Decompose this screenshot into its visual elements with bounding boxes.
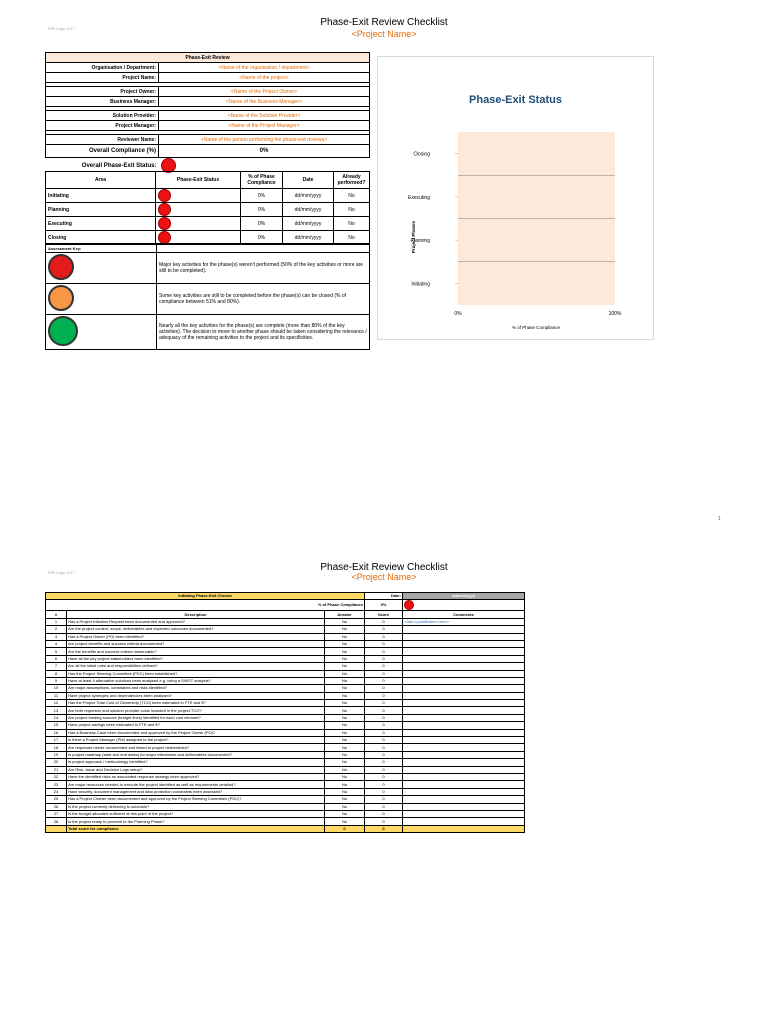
row-description: Are requestor needs documented and linked to project deliverables?: [67, 744, 325, 751]
checklist-row: [46, 655, 525, 662]
row-comment[interactable]: [403, 803, 525, 810]
row-answer[interactable]: No: [325, 818, 365, 825]
green-status-icon: [48, 316, 78, 346]
row-number: 24: [46, 788, 67, 795]
row-number: 7: [46, 663, 67, 670]
row-description: Is project approach / methodology identified?: [67, 759, 325, 766]
row-score: 0: [365, 773, 403, 780]
checklist-row: [46, 618, 525, 625]
row-number: 5: [46, 648, 67, 655]
column-header: % of Phase Compliance: [241, 172, 283, 189]
y-tick-label: Planning: [410, 238, 430, 245]
phase-status-table: [45, 171, 370, 245]
row-comment[interactable]: <Add a justification here>: [403, 618, 525, 625]
company-logo-text: PMI Logo 2017: [48, 570, 76, 575]
total-score: 0: [365, 825, 403, 832]
column-header: Description: [67, 611, 325, 618]
row-score: 0: [365, 796, 403, 803]
row-number: 4: [46, 640, 67, 647]
row-answer[interactable]: No: [325, 781, 365, 788]
row-description: Have security, document management and data protection constraints been assessed?: [67, 788, 325, 795]
row-description: Are both requestor and solution provider costs included in the project TCO?: [67, 707, 325, 714]
row-score: 0: [365, 788, 403, 795]
row-number: 13: [46, 707, 67, 714]
phase-area: Initiating: [46, 189, 156, 203]
summary-value[interactable]: <Name of the Solution Provider>: [159, 111, 370, 121]
column-header: Area: [46, 172, 156, 189]
checklist-row: [46, 796, 525, 803]
initiating-checks-table: [45, 592, 525, 833]
phase-pct: 0%: [241, 231, 283, 245]
checklist-row: [46, 759, 525, 766]
row-score: 0: [365, 722, 403, 729]
row-number: 23: [46, 781, 67, 788]
phase-performed[interactable]: No: [334, 203, 370, 217]
summary-label: Project Owner:: [46, 87, 159, 97]
checklist-row: [46, 773, 525, 780]
column-header: Phase-Exit Status: [156, 172, 241, 189]
row-comment[interactable]: [403, 751, 525, 758]
row-answer[interactable]: No: [325, 803, 365, 810]
checklist-row: [46, 714, 525, 721]
y-tick-label: Executing: [408, 194, 430, 201]
row-description: Are Risk, Issue and Decision Logs setup?: [67, 766, 325, 773]
x-axis-label: % of Phase Compliance: [511, 325, 561, 330]
checklist-row: [46, 663, 525, 670]
row-comment[interactable]: [403, 722, 525, 729]
checklist-row: [46, 788, 525, 795]
row-number: 18: [46, 744, 67, 751]
summary-label: Solution Provider:: [46, 111, 159, 121]
row-comment[interactable]: [403, 633, 525, 640]
checklist-row: [46, 737, 525, 744]
row-comment[interactable]: [403, 640, 525, 647]
row-number: 15: [46, 722, 67, 729]
row-score: 0: [365, 766, 403, 773]
row-description: Has a Project Charter been documented and approved by the Project Steering Committee (PSC)?: [67, 796, 325, 803]
row-number: 16: [46, 729, 67, 736]
row-description: Have at least 4 alternative solutions been analysed e.g. using a SWOT analysis?: [67, 677, 325, 684]
status-indicator-icon: [158, 217, 171, 230]
phase-exit-status-chart: [377, 56, 654, 340]
row-comment[interactable]: [403, 788, 525, 795]
row-number: 28: [46, 818, 67, 825]
row-description: Are major resources needed to execute the project identified as well as requirements detailed?: [67, 781, 325, 788]
row-description: Is project roadmap (start and end dates) for major milestones and deliverables documented?: [67, 751, 325, 758]
assessment-key-table: [45, 243, 370, 350]
checklist-row: [46, 700, 525, 707]
row-comment[interactable]: [403, 744, 525, 751]
checklist-row: [46, 766, 525, 773]
row-description: Have project savings been estimated in FTE and €?: [67, 722, 325, 729]
row-number: 1: [46, 618, 67, 625]
row-number: 26: [46, 803, 67, 810]
row-answer[interactable]: No: [325, 796, 365, 803]
row-description: Is the project ready to proceed to the Planning Phase?: [67, 818, 325, 825]
row-description: Are project funding sources (budget lines) identified for each cost element?: [67, 714, 325, 721]
row-number: 10: [46, 685, 67, 692]
row-score: 0: [365, 648, 403, 655]
total-label: Total score for compliance: [67, 825, 325, 832]
row-comment[interactable]: [403, 810, 525, 817]
row-number: 27: [46, 810, 67, 817]
project-name-subtitle: <Project Name>: [351, 572, 417, 582]
overall-compliance-label: Overall Compliance (%): [46, 145, 159, 158]
phase-status-indicator-icon: [404, 600, 414, 610]
assessment-key-title: Assessment Key:: [46, 244, 157, 253]
checklist-row: [46, 640, 525, 647]
row-score: 0: [365, 663, 403, 670]
row-number: 14: [46, 714, 67, 721]
checks-header-title: Initiating Phase-Exit Checks: [46, 593, 365, 600]
red-status-icon: [48, 254, 74, 280]
checklist-row: [46, 751, 525, 758]
key-description: Major key activities for the phase(s) weren't performed (50% of the key activities or more are still to be completed).: [157, 253, 370, 284]
row-description: Are project benefits and success criteria documented?: [67, 640, 325, 647]
phase-date[interactable]: dd/mm/yyyy: [283, 203, 334, 217]
row-description: Are all the initial roles and responsibilities defined?: [67, 663, 325, 670]
checklist-row: [46, 818, 525, 825]
row-score: 0: [365, 744, 403, 751]
row-answer[interactable]: No: [325, 648, 365, 655]
summary-label: Project Name:: [46, 73, 159, 83]
row-answer[interactable]: No: [325, 773, 365, 780]
row-answer[interactable]: No: [325, 707, 365, 714]
phase-date[interactable]: dd/mm/yyyy: [283, 231, 334, 245]
row-comment[interactable]: [403, 685, 525, 692]
row-answer[interactable]: No: [325, 692, 365, 699]
key-description: Some key activities are still to be completed before the phase(s) can be closed (% of compliance between 51% and 80%).: [157, 284, 370, 315]
row-answer[interactable]: No: [325, 633, 365, 640]
summary-value[interactable]: <Name of the project>: [159, 73, 370, 83]
checklist-row: [46, 648, 525, 655]
phase-area: Executing: [46, 217, 156, 231]
row-score: 0: [365, 618, 403, 625]
row-comment[interactable]: [403, 655, 525, 662]
row-score: 0: [365, 633, 403, 640]
page-title: Phase-Exit Review Checklist: [320, 562, 448, 573]
y-tick-label: Initiating: [411, 281, 430, 288]
phase-pct: 0%: [241, 217, 283, 231]
row-number: 20: [46, 759, 67, 766]
row-score: 0: [365, 626, 403, 633]
row-score: 0: [365, 700, 403, 707]
overall-compliance-value: 0%: [159, 145, 370, 158]
row-comment[interactable]: [403, 648, 525, 655]
row-score: 0: [365, 759, 403, 766]
row-comment[interactable]: [403, 773, 525, 780]
status-indicator-icon: [158, 189, 171, 202]
checklist-row: [46, 744, 525, 751]
row-answer[interactable]: No: [325, 640, 365, 647]
row-score: 0: [365, 810, 403, 817]
row-answer[interactable]: No: [325, 655, 365, 662]
row-comment[interactable]: [403, 670, 525, 677]
row-score: 0: [365, 714, 403, 721]
checklist-row: [46, 633, 525, 640]
checklist-row: [46, 692, 525, 699]
row-comment[interactable]: [403, 759, 525, 766]
row-score: 0: [365, 655, 403, 662]
column-header: #: [46, 611, 67, 618]
row-score: 0: [365, 781, 403, 788]
status-indicator-icon: [158, 203, 171, 216]
row-number: 9: [46, 677, 67, 684]
project-name-subtitle: <Project Name>: [351, 29, 417, 39]
compliance-label: % of Phase Compliance: [46, 600, 365, 611]
row-answer[interactable]: No: [325, 700, 365, 707]
row-comment[interactable]: [403, 729, 525, 736]
checklist-row: [46, 729, 525, 736]
row-answer[interactable]: No: [325, 677, 365, 684]
row-description: Is there a Project Manager (PM) assigned to the project?: [67, 737, 325, 744]
row-description: Has a Project Initiation Request been documented and approved?: [67, 618, 325, 625]
row-score: 0: [365, 692, 403, 699]
phase-pct: 0%: [241, 203, 283, 217]
row-score: 0: [365, 751, 403, 758]
row-description: Are the benefits and success criteria measurable?: [67, 648, 325, 655]
row-score: 0: [365, 685, 403, 692]
summary-value[interactable]: <Name of the Business Manager>: [159, 97, 370, 107]
phase-row: [46, 217, 370, 231]
row-answer[interactable]: No: [325, 766, 365, 773]
column-header: Already performed?: [334, 172, 370, 189]
phase-row: [46, 189, 370, 203]
page-title: Phase-Exit Review Checklist: [320, 17, 448, 28]
y-tick-label: Closing: [413, 151, 430, 158]
row-answer[interactable]: No: [325, 744, 365, 751]
phase-area: Closing: [46, 231, 156, 245]
row-score: 0: [365, 640, 403, 647]
row-answer[interactable]: No: [325, 685, 365, 692]
overall-status-label: Overall Phase-Exit Status:: [81, 162, 157, 169]
row-description: Has the Project Total Cost of Ownership (TCO) been estimated in FTE and €?: [67, 700, 325, 707]
x-tick-label: 100%: [608, 311, 622, 317]
chart-svg: [378, 57, 653, 339]
checklist-row: [46, 670, 525, 677]
summary-label: Business Manager:: [46, 97, 159, 107]
summary-label: Organisation / Department:: [46, 63, 159, 73]
column-header: Score: [365, 611, 403, 618]
row-comment[interactable]: [403, 626, 525, 633]
row-description: Have all the key project stakeholders been identified?: [67, 655, 325, 662]
row-score: 0: [365, 737, 403, 744]
row-comment[interactable]: [403, 714, 525, 721]
row-comment[interactable]: [403, 818, 525, 825]
row-number: 8: [46, 670, 67, 677]
row-score: 0: [365, 677, 403, 684]
row-number: 17: [46, 737, 67, 744]
checklist-row: [46, 707, 525, 714]
summary-value[interactable]: <Name of the organisation / department>: [159, 63, 370, 73]
row-answer[interactable]: No: [325, 618, 365, 625]
total-answer: 0: [325, 825, 365, 832]
row-description: Is the budget allocated sufficient at this point of the project?: [67, 810, 325, 817]
row-comment[interactable]: [403, 692, 525, 699]
row-description: Has the Project Steering Committee (PSC) been established?: [67, 670, 325, 677]
row-comment[interactable]: [403, 700, 525, 707]
row-comment[interactable]: [403, 663, 525, 670]
row-comment[interactable]: [403, 677, 525, 684]
checklist-row: [46, 685, 525, 692]
row-description: Are the project context, scope, deliverables and expected outcomes documented?: [67, 626, 325, 633]
row-score: 0: [365, 803, 403, 810]
compliance-value: 0%: [365, 600, 403, 611]
row-answer[interactable]: No: [325, 759, 365, 766]
summary-label: Reviewer Name:: [46, 135, 159, 145]
summary-header: Phase-Exit Review: [46, 53, 370, 63]
checklist-row: [46, 781, 525, 788]
row-answer[interactable]: No: [325, 663, 365, 670]
phase-performed[interactable]: No: [334, 217, 370, 231]
phase-date[interactable]: dd/mm/yyyy: [283, 217, 334, 231]
row-description: Have project synergies and dependencies been analysed?: [67, 692, 325, 699]
row-answer[interactable]: No: [325, 729, 365, 736]
checklist-row: [46, 722, 525, 729]
phase-performed[interactable]: No: [334, 189, 370, 203]
row-number: 12: [46, 700, 67, 707]
row-description: Is the project currently delivering to schedule?: [67, 803, 325, 810]
company-logo-text: PMI Logo 2017: [48, 26, 76, 31]
date-label: Date:: [365, 593, 403, 600]
row-number: 6: [46, 655, 67, 662]
phase-date[interactable]: dd/mm/yyyy: [283, 189, 334, 203]
orange-status-icon: [48, 285, 74, 311]
row-answer[interactable]: No: [325, 714, 365, 721]
summary-value[interactable]: <Name of the person performing the phase-exit reviews>: [159, 135, 370, 145]
row-description: Has a Business Case been documented and approved by the Project Owner (PO)?: [67, 729, 325, 736]
checklist-row: [46, 677, 525, 684]
summary-label: Project Manager:: [46, 121, 159, 131]
column-header: Date: [283, 172, 334, 189]
phase-area: Planning: [46, 203, 156, 217]
summary-value[interactable]: <Name of the Project Manager>: [159, 121, 370, 131]
page-number: 1: [718, 516, 721, 522]
row-comment[interactable]: [403, 707, 525, 714]
row-comment[interactable]: [403, 766, 525, 773]
row-description: Has a Project Owner (PO) been identified?: [67, 633, 325, 640]
row-number: 25: [46, 796, 67, 803]
row-comment[interactable]: [403, 781, 525, 788]
row-answer[interactable]: No: [325, 737, 365, 744]
summary-value[interactable]: <Name of the Project Owner>: [159, 87, 370, 97]
chart-title: Phase-Exit Status: [469, 94, 562, 106]
phase-performed[interactable]: No: [334, 231, 370, 245]
row-number: 19: [46, 751, 67, 758]
row-answer[interactable]: No: [325, 670, 365, 677]
row-comment[interactable]: [403, 796, 525, 803]
row-answer[interactable]: No: [325, 751, 365, 758]
column-header: Answer: [325, 611, 365, 618]
row-score: 0: [365, 729, 403, 736]
date-field[interactable]: dd/mm/yyyy: [403, 593, 525, 600]
column-header: Comments: [403, 611, 525, 618]
phase-pct: 0%: [241, 189, 283, 203]
row-description: Are major assumptions, constraints and risks identified?: [67, 685, 325, 692]
row-comment[interactable]: [403, 737, 525, 744]
checklist-row: [46, 810, 525, 817]
row-number: 3: [46, 633, 67, 640]
key-description: Nearly all the key activities for the phase(s) are complete (more than 80% of the key activities). The decision to move to another phase should be taken considering the relevance / adequacy of the remaining activities to the project and its specificities.: [157, 315, 370, 350]
y-axis-label: Project Phases: [411, 220, 416, 254]
x-tick-label: 0%: [454, 311, 462, 317]
phase-row: [46, 203, 370, 217]
checklist-row: [46, 803, 525, 810]
summary-table: [45, 52, 370, 173]
row-score: 0: [365, 818, 403, 825]
row-score: 0: [365, 670, 403, 677]
row-answer[interactable]: No: [325, 788, 365, 795]
row-number: 21: [46, 766, 67, 773]
row-answer[interactable]: No: [325, 722, 365, 729]
row-answer[interactable]: No: [325, 810, 365, 817]
row-answer[interactable]: No: [325, 626, 365, 633]
row-score: 0: [365, 707, 403, 714]
row-number: 11: [46, 692, 67, 699]
checklist-row: [46, 626, 525, 633]
row-number: 2: [46, 626, 67, 633]
row-description: Have the identified risks an associated response strategy been approved?: [67, 773, 325, 780]
row-number: 22: [46, 773, 67, 780]
